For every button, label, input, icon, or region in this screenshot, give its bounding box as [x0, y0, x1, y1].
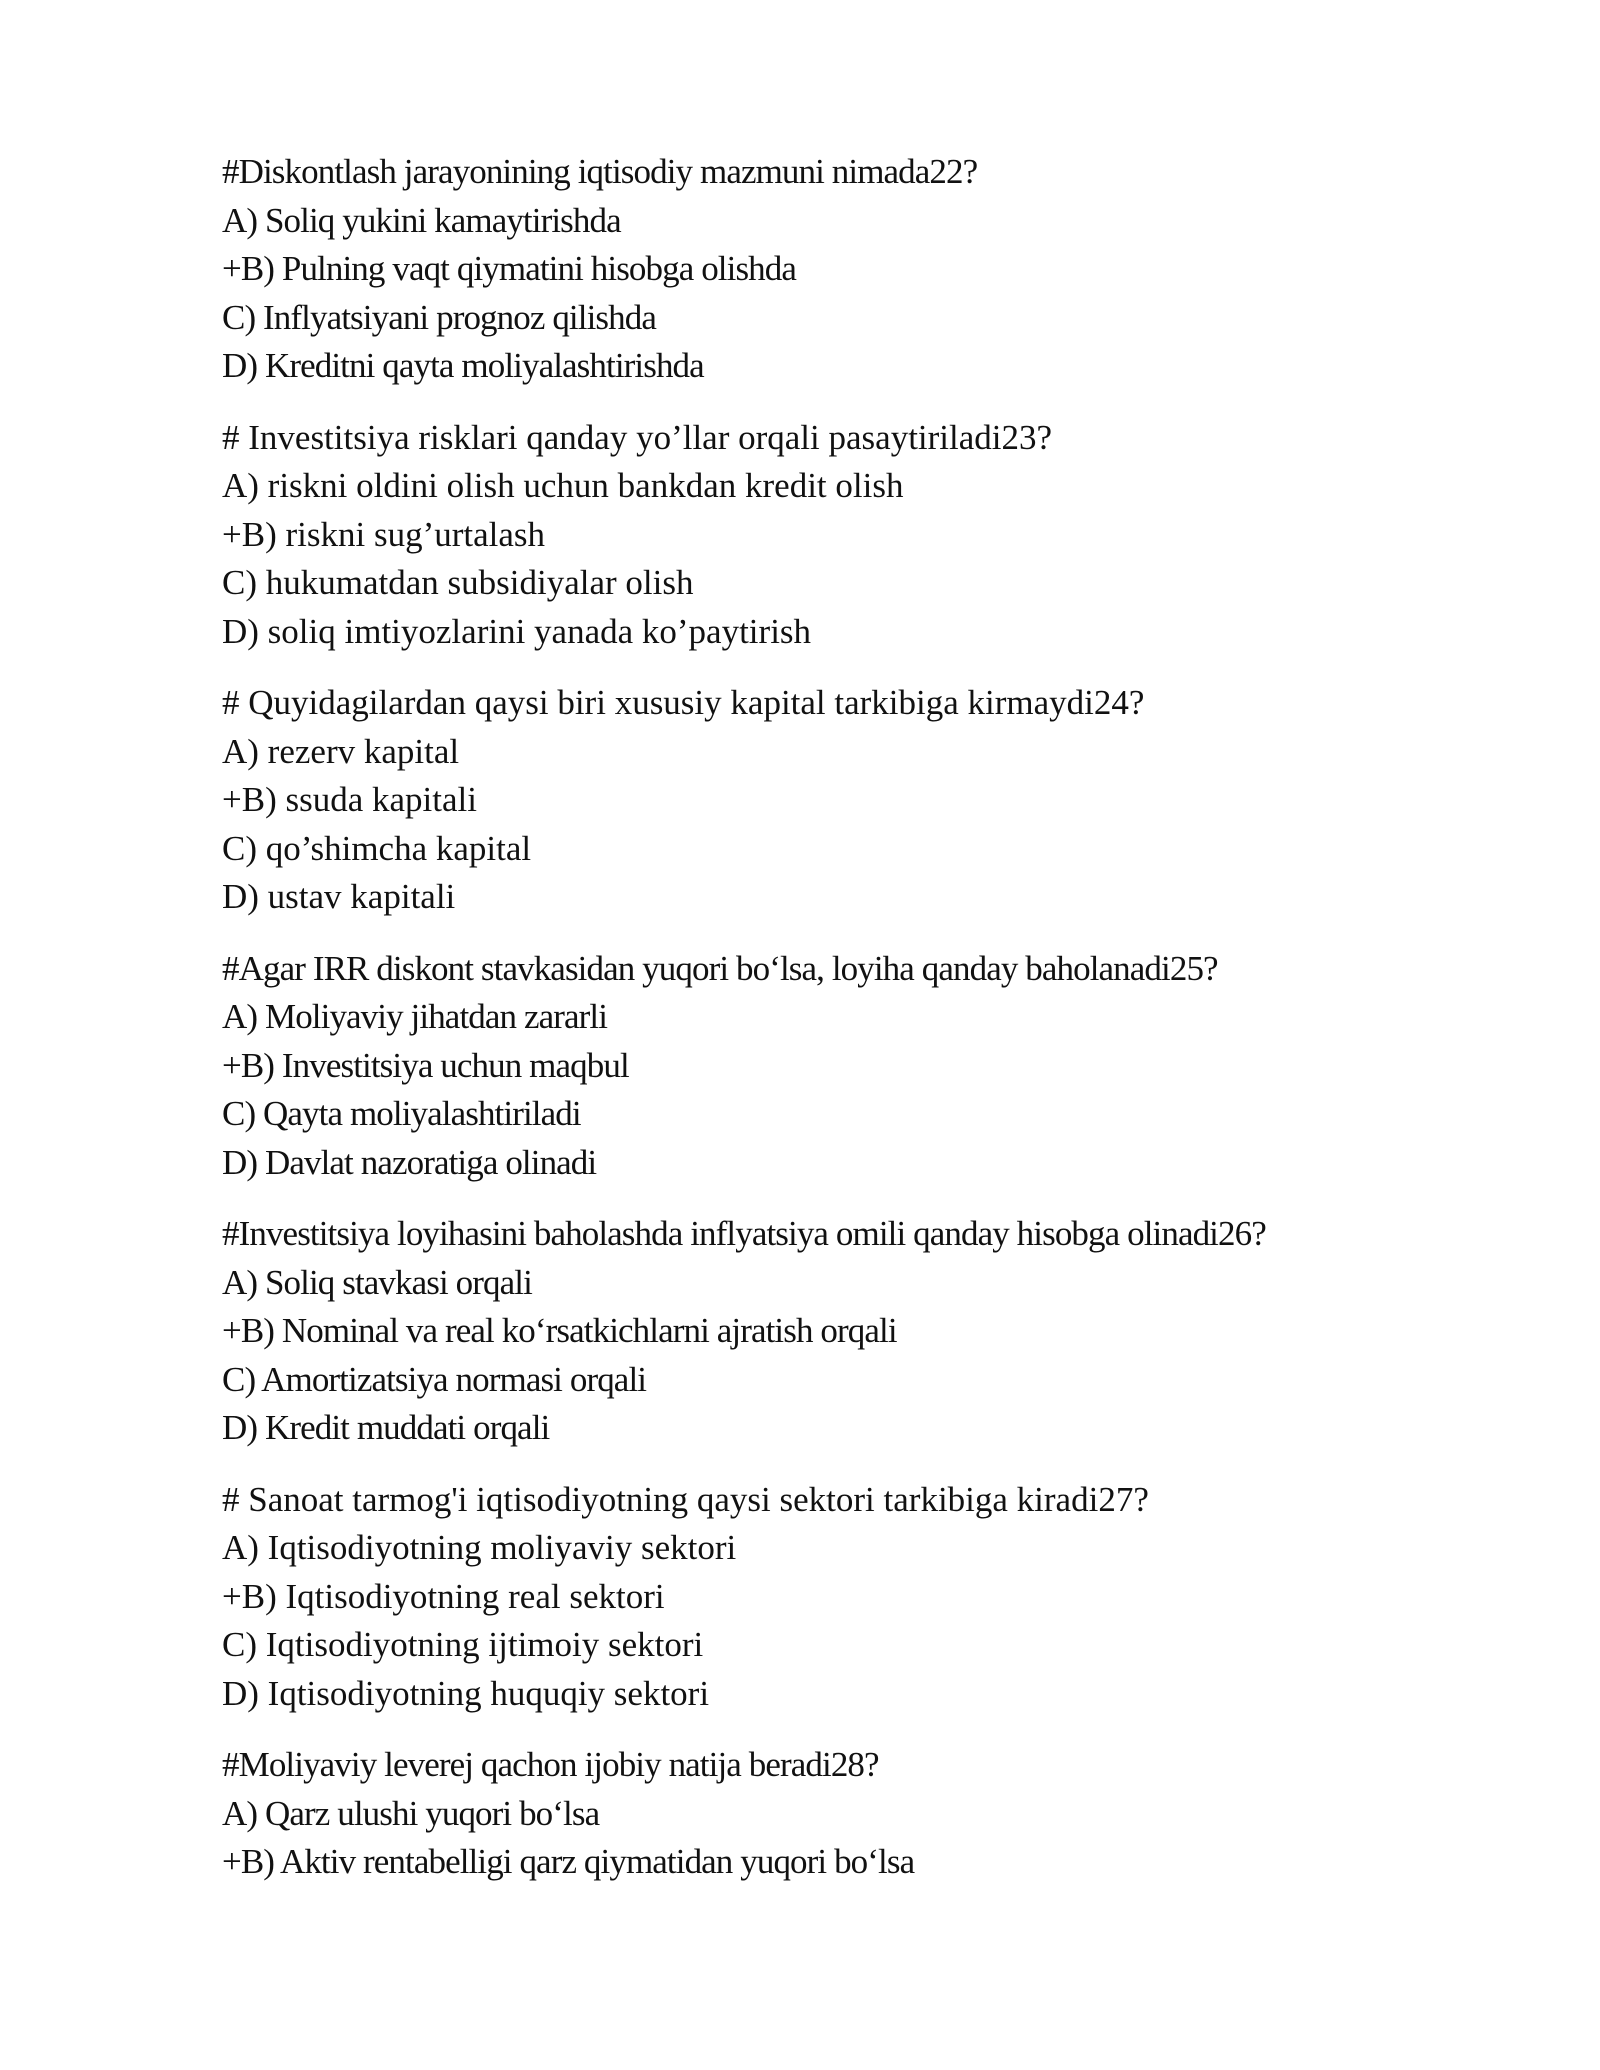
answer-option-c: C) Inflyatsiyani prognoz qilishda — [222, 297, 656, 337]
answer-option-a: A) Iqtisodiyotning moliyaviy sektori — [222, 1528, 737, 1567]
question-text: #Agar IRR diskont stavkasidan yuqori bo‘lsa, loyiha qanday baholanadi25? — [222, 948, 1218, 988]
answer-option-b-correct: +B) Pulning vaqt qiymatini hisobga olishda — [222, 249, 796, 288]
answer-option-c: C) Amortizatsiya normasi orqali — [222, 1359, 647, 1399]
answer-option-a: A) rezerv kapital — [222, 731, 460, 771]
answer-option-a: A) Soliq stavkasi orqali — [222, 1262, 532, 1302]
answer-option-a: A) Qarz ulushi yuqori bo‘lsa — [222, 1793, 600, 1833]
answer-option-c: C) Iqtisodiyotning ijtimoiy sektori — [222, 1625, 704, 1664]
question-text: #Moliyaviy leverej qachon ijobiy natija beradi28? — [222, 1745, 879, 1784]
answer-option-b-correct: +B) riskni sug’urtalash — [222, 514, 546, 554]
answer-option-d: D) ustav kapitali — [222, 877, 456, 916]
answer-option-c: C) hukumatdan subsidiyalar olish — [222, 563, 694, 602]
answer-option-b-correct: +B) Iqtisodiyotning real sektori — [222, 1576, 665, 1616]
answer-option-d: D) Kredit muddati orqali — [222, 1408, 550, 1447]
question-block-24 — [222, 679, 1422, 922]
answer-option-b-correct: +B) ssuda kapitali — [222, 780, 477, 819]
question-block-25 — [222, 945, 1422, 1188]
question-text: # Sanoat tarmog'i iqtisodiyotning qaysi sektori tarkibiga kiradi27? — [222, 1479, 1149, 1519]
answer-option-a: A) riskni oldini olish uchun bankdan kredit olish — [222, 466, 904, 505]
question-text: # Quyidagilardan qaysi biri xususiy kapital tarkibiga kirmaydi24? — [222, 683, 1145, 722]
question-text: #Diskontlash jarayonining iqtisodiy mazmuni nimada22? — [222, 152, 978, 191]
question-block-22 — [222, 148, 1422, 391]
answer-option-a: A) Soliq yukini kamaytirishda — [222, 200, 621, 240]
answer-option-b-correct: +B) Aktiv rentabelligi qarz qiymatidan yuqori bo‘lsa — [222, 1842, 915, 1881]
answer-option-c: C) Qayta moliyalashtiriladi — [222, 1094, 581, 1133]
answer-option-d: D) Iqtisodiyotning huquqiy sektori — [222, 1673, 710, 1713]
question-list — [222, 148, 1422, 1910]
answer-option-b-correct: +B) Nominal va real ko‘rsatkichlarni ajratish orqali — [222, 1311, 897, 1350]
answer-option-d: D) soliq imtiyozlarini yanada ko’paytirish — [222, 611, 812, 651]
answer-option-a: A) Moliyaviy jihatdan zararli — [222, 997, 608, 1036]
answer-option-d: D) Kreditni qayta moliyalashtirishda — [222, 346, 704, 385]
answer-option-c: C) qo’shimcha kapital — [222, 828, 532, 868]
question-block-23 — [222, 414, 1422, 657]
answer-option-d: D) Davlat nazoratiga olinadi — [222, 1142, 597, 1182]
question-block-28 — [222, 1741, 1422, 1887]
question-block-26 — [222, 1210, 1422, 1453]
question-text: # Investitsiya risklari qanday yo’llar orqali pasaytiriladi23? — [222, 417, 1053, 457]
question-text: #Investitsiya loyihasini baholashda inflyatsiya omili qanday hisobga olinadi26? — [222, 1214, 1266, 1253]
answer-option-b-correct: +B) Investitsiya uchun maqbul — [222, 1045, 629, 1085]
question-block-27 — [222, 1476, 1422, 1719]
